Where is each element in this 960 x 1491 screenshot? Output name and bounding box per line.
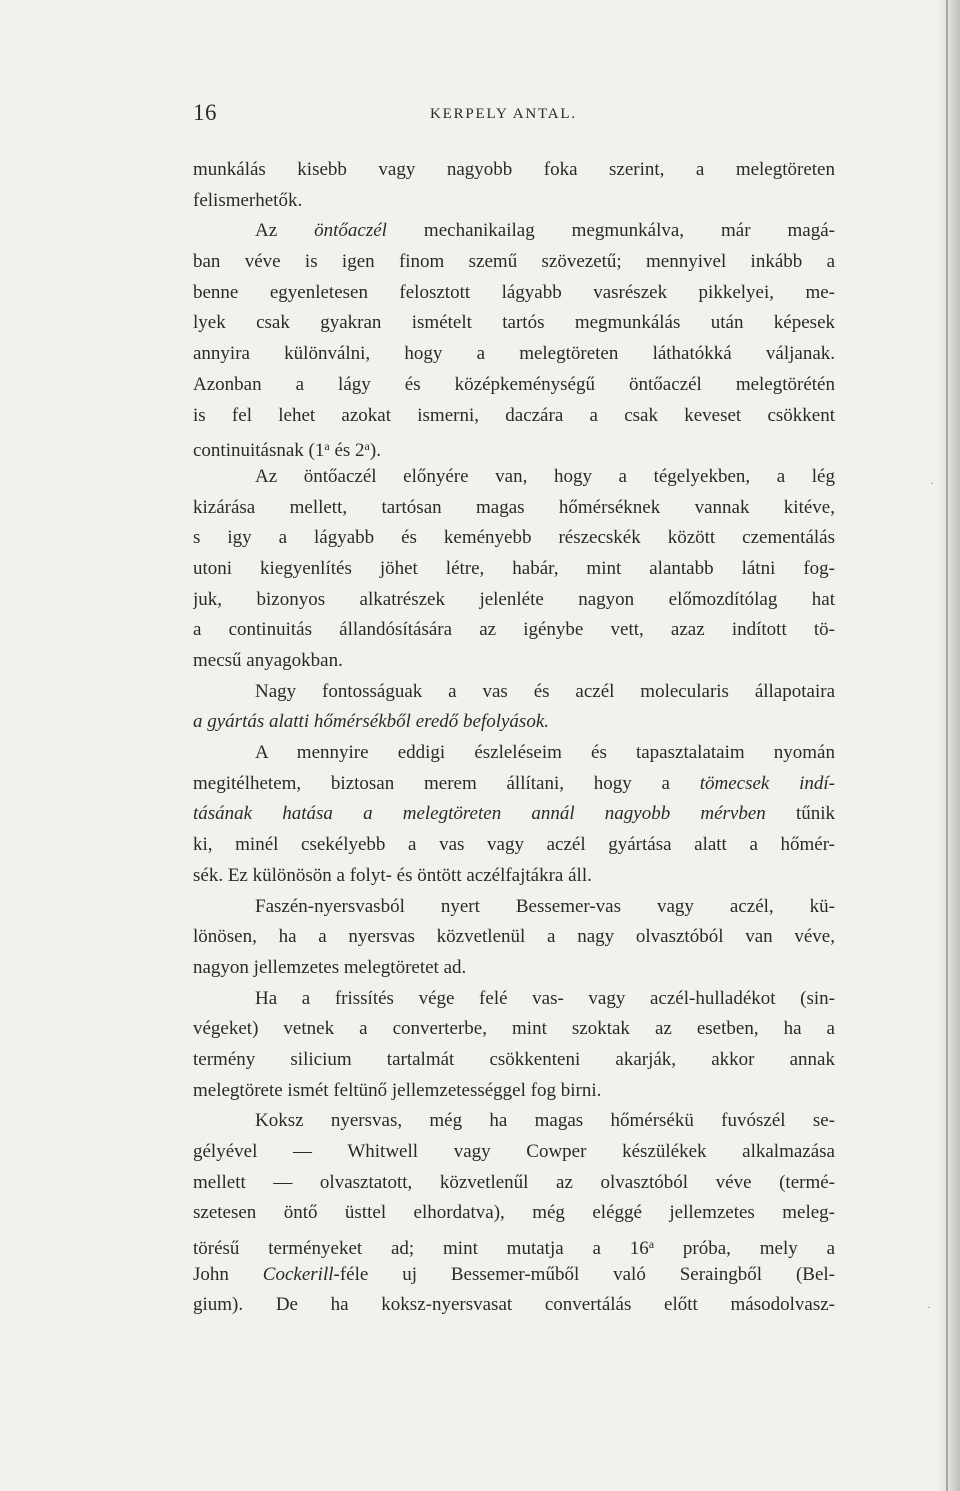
text-segment: törésű terményeket ad; mint mutatja a 16 xyxy=(193,1238,649,1260)
text-line xyxy=(193,1168,835,1199)
text-segment: ki, minél csekélyebb a vas vagy aczél gyártása alatt a hőmér- xyxy=(193,834,835,856)
text-line xyxy=(193,984,835,1015)
text-segment: melegtörete ismét feltünő jellemzetességgel fog birni. xyxy=(193,1079,602,1101)
text-line xyxy=(193,155,835,186)
text-segment: ban véve is igen finom szemű szövezetű; mennyivel inkább a xyxy=(193,251,835,273)
text-segment: A mennyire eddigi észleléseim és tapasztalataim nyomán xyxy=(255,742,835,764)
text-line xyxy=(193,216,835,247)
text-segment: utoni kiegyenlítés jöhet létre, habár, mint alantabb látni fog- xyxy=(193,557,835,579)
text-line xyxy=(193,1076,835,1107)
text-segment: annyira különválni, hogy a melegtöreten láthatókká váljanak. xyxy=(193,343,835,365)
text-line xyxy=(193,1198,835,1229)
text-line xyxy=(193,830,835,861)
text-line xyxy=(193,677,835,708)
text-line xyxy=(193,493,835,524)
text-segment: John xyxy=(193,1263,263,1285)
text-segment: Az xyxy=(255,220,315,242)
text-segment: termény silicium tartalmát csökkenteni akarják, akkor annak xyxy=(193,1048,835,1070)
text-line xyxy=(193,585,835,616)
text-line xyxy=(193,247,835,278)
text-segment: mellett — olvasztatott, közvetlenűl az olvasztóból véve (termé- xyxy=(193,1171,835,1193)
text-segment: ). xyxy=(369,440,381,462)
text-segment: kizárása mellett, tartósan magas hőmérséknek vannak kitéve, xyxy=(193,496,835,518)
text-segment: gium). De ha koksz-nyersvasat convertálás előtt másodolvasz- xyxy=(193,1294,835,1316)
text-segment: Az öntőaczél előnyére van, hogy a tégelyekben, a lég xyxy=(255,465,835,487)
text-segment: mechanikailag megmunkálva, már magá- xyxy=(386,220,835,242)
margin-mark: · xyxy=(927,1300,931,1314)
italic-text: a gyártás alatti hőmérsékből eredő befolyások. xyxy=(193,711,550,733)
text-line xyxy=(193,554,835,585)
text-segment: gélyével — Whitwell vagy Cowper készülékek alkalmazása xyxy=(193,1141,835,1162)
text-segment: Koksz nyersvas, még ha magas hőmérsékü fuvószél se- xyxy=(255,1110,835,1132)
text-segment: Nagy fontosságuak a vas és aczél molecularis állapotaira xyxy=(255,680,835,702)
text-segment: szetesen öntő üsttel elhordatva), még eléggé jellemzetes meleg- xyxy=(193,1202,835,1224)
text-line xyxy=(193,339,835,370)
italic-text: tásának hatása a melegtöreten annál nagyobb mérvben xyxy=(193,803,766,825)
text-line xyxy=(193,370,835,401)
text-line xyxy=(193,1106,835,1137)
text-segment: munkálás kisebb vagy nagyobb foka szerint, a melegtöreten xyxy=(193,159,835,180)
text-segment: is fel lehet azokat ismerni, daczára a csak keveset csökkent xyxy=(193,404,835,426)
running-head: KERPELY ANTAL. xyxy=(430,106,577,122)
text-line xyxy=(193,431,835,462)
text-line xyxy=(193,799,835,830)
body-text xyxy=(193,155,835,1321)
superscript: a xyxy=(648,1237,655,1252)
text-segment: végeket) vetnek a converterbe, mint szoktak az esetben, ha a xyxy=(193,1018,835,1040)
text-line xyxy=(193,892,835,923)
text-segment: és 2 xyxy=(329,440,365,462)
superscript: a xyxy=(364,439,370,454)
text-line xyxy=(193,1229,835,1260)
margin-mark: · xyxy=(930,476,934,490)
page-number: 16 xyxy=(193,100,217,125)
text-line xyxy=(193,861,835,892)
text-line xyxy=(193,646,835,677)
text-line xyxy=(193,922,835,953)
text-segment: mecsű anyagokban. xyxy=(193,650,343,671)
text-segment: Azonban a lágy és középkeménységű öntőaczél melegtörétén xyxy=(193,373,835,395)
text-segment: benne egyenletesen felosztott lágyabb vasrészek pikkelyei, me- xyxy=(193,281,835,303)
text-segment: nagyon jellemzetes melegtöretet ad. xyxy=(193,956,467,978)
text-line xyxy=(193,769,835,800)
text-segment: felismerhetők. xyxy=(193,189,303,211)
text-segment: lönösen, ha a nyersvas közvetlenül a nagy olvasztóból van véve, xyxy=(193,926,835,948)
italic-text: öntőaczél xyxy=(314,220,387,242)
text-line xyxy=(193,278,835,309)
page-edge-line xyxy=(946,0,948,1491)
text-line xyxy=(193,1290,835,1321)
text-line xyxy=(193,186,835,217)
italic-text: tömecsek indí- xyxy=(699,772,835,794)
text-segment: -féle uj Bessemer-műből való Seraingből (Bel- xyxy=(333,1263,835,1285)
text-segment: s igy a lágyabb és keményebb részecskék között czementálás xyxy=(193,527,835,549)
text-line xyxy=(193,462,835,493)
text-line xyxy=(193,1014,835,1045)
text-segment: Ha a frissítés vége felé vas- vagy aczél-hulladékot (sin- xyxy=(255,987,835,1009)
italic-text: Cockerill xyxy=(262,1263,334,1285)
text-line xyxy=(193,615,835,646)
text-line xyxy=(193,738,835,769)
text-segment: a continuitás állandósítására az igénybe vett, azaz indított tö- xyxy=(193,619,835,641)
page-header xyxy=(193,100,835,130)
text-segment: megitélhetem, biztosan merem állítani, hogy a xyxy=(193,772,700,794)
text-line xyxy=(193,401,835,432)
superscript: a xyxy=(324,439,330,454)
page-edge-shadow xyxy=(938,0,960,1491)
text-line xyxy=(193,1137,835,1168)
text-segment: sék. Ez különösön a folyt- és öntött aczélfajtákra áll. xyxy=(193,864,592,886)
text-line xyxy=(193,953,835,984)
text-line xyxy=(193,523,835,554)
text-line xyxy=(193,1045,835,1076)
text-line xyxy=(193,707,835,738)
text-segment: continuitásnak (1 xyxy=(193,440,325,462)
text-segment: lyek csak gyakran ismételt tartós megmunkálás után képesek xyxy=(193,312,835,334)
text-line xyxy=(193,1260,835,1291)
text-segment: próba, mely a xyxy=(654,1238,835,1260)
text-segment: Faszén-nyersvasból nyert Bessemer-vas vagy aczél, kü- xyxy=(255,895,835,917)
text-line xyxy=(193,308,835,339)
text-segment: juk, bizonyos alkatrészek jelenléte nagyon előmozdítólag hat xyxy=(193,588,835,610)
text-segment: tűnik xyxy=(765,803,835,825)
